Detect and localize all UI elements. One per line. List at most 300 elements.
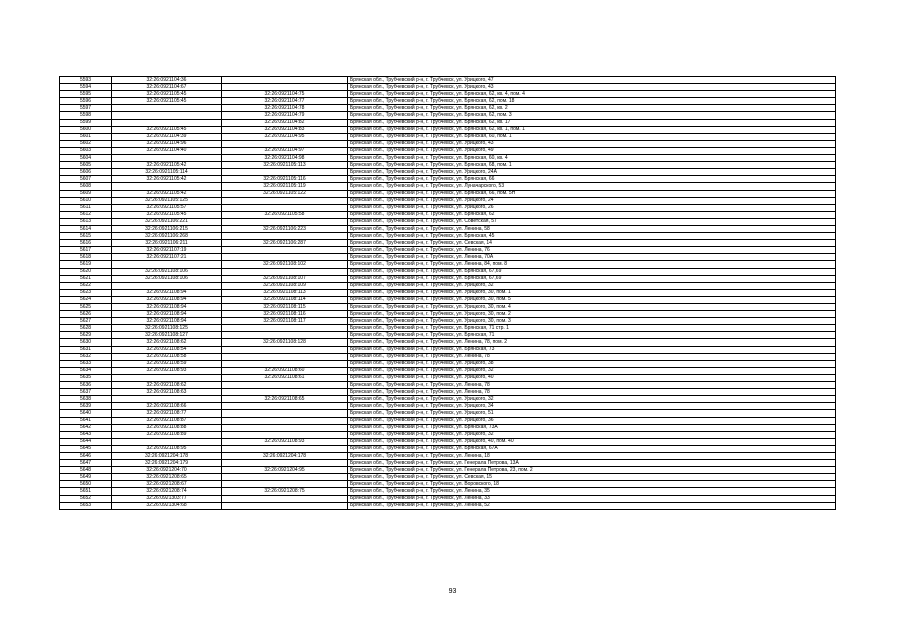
object-number-cell: 32:26:0921108:65 [222, 396, 348, 403]
object-number-cell: 32:26:0921104:79 [222, 112, 348, 119]
parcel-number-cell: 32:26:0921108:63 [112, 389, 222, 396]
object-number-cell [222, 233, 348, 240]
parcel-number-cell: 32:26:0921105:125 [112, 197, 222, 204]
parcel-number-cell: 32:26:0921105:45 [112, 211, 222, 218]
address-cell: Брянская обл., Трубчевский р-н, г. Трубчевск, ул. Урицкого, 32 [348, 367, 836, 374]
parcel-number-cell [112, 261, 222, 268]
parcel-number-cell: 32:26:0921108:125 [112, 325, 222, 332]
table-row [60, 311, 836, 318]
row-number-cell: 5651 [60, 488, 112, 495]
object-number-cell [222, 346, 348, 353]
address-cell: Брянская обл., Трубчевский р-н, г. Трубчевск, ул. Ленина, 18 [348, 452, 836, 459]
table-row [60, 133, 836, 140]
table-row [60, 339, 836, 346]
table-row [60, 105, 836, 112]
parcel-number-cell: 32:26:0921104:36 [112, 77, 222, 84]
row-number-cell: 5627 [60, 318, 112, 325]
object-number-cell: 32:26:0921108:60 [222, 367, 348, 374]
row-number-cell: 5624 [60, 296, 112, 303]
row-number-cell: 5647 [60, 460, 112, 467]
address-cell: Брянская обл., Трубчевский р-н, г. Трубчевск, ул. Советская, 57 [348, 218, 836, 225]
parcel-number-cell: 32:26:0921108:58 [112, 353, 222, 360]
object-number-cell: 32:26:0921108:61 [222, 374, 348, 381]
parcel-number-cell: 32:26:0921108:93 [112, 367, 222, 374]
parcel-number-cell [112, 183, 222, 190]
row-number-cell: 5622 [60, 282, 112, 289]
table-row [60, 467, 836, 474]
parcel-number-cell: 32:26:0921108:94 [112, 318, 222, 325]
object-number-cell [222, 431, 348, 438]
address-cell: Брянская обл., Трубчевский р-н, г. Трубчевск, ул. Урицкого, 32 [348, 431, 836, 438]
parcel-number-cell: 32:26:0921204:179 [112, 460, 222, 467]
address-cell: Брянская обл., Трубчевский р-н, г. Трубчевск, ул. Брянская, 68, пом. 1 [348, 162, 836, 169]
object-number-cell: 32:26:0921108:116 [222, 311, 348, 318]
address-cell: Брянская обл., Трубчевский р-н, г. Трубчевск, ул. Ленина, 52 [348, 502, 836, 509]
row-number-cell: 5653 [60, 502, 112, 509]
parcel-number-cell: 32:26:0921104:40 [112, 147, 222, 154]
table-row [60, 410, 836, 417]
row-number-cell: 5652 [60, 495, 112, 502]
address-cell: Брянская обл., Трубчевский р-н, г. Трубчевск, ул. Брянская, 60, кв. 4 [348, 155, 836, 162]
table-row [60, 289, 836, 296]
parcel-number-cell: 32:26:0921108:66 [112, 403, 222, 410]
address-cell: Брянская обл., Трубчевский р-н, г. Трубчевск, ул. Урицкого, 43 [348, 140, 836, 147]
object-number-cell: 32:26:0921108:117 [222, 318, 348, 325]
row-number-cell: 5611 [60, 204, 112, 211]
parcel-number-cell: 32:26:0921108:94 [112, 296, 222, 303]
table-row [60, 275, 836, 282]
row-number-cell: 5606 [60, 169, 112, 176]
cadastral-table-body [60, 77, 836, 510]
table-row [60, 247, 836, 254]
address-cell: Брянская обл., Трубчевский р-н, г. Трубчевск, ул. Севская, 15 [348, 474, 836, 481]
parcel-number-cell: 32:26:0921108:77 [112, 410, 222, 417]
parcel-number-cell: 32:26:0921108:95 [112, 445, 222, 452]
row-number-cell: 5594 [60, 84, 112, 91]
row-number-cell: 5633 [60, 360, 112, 367]
row-number-cell: 5616 [60, 240, 112, 247]
address-cell: Брянская обл., Трубчевский р-н, г. Трубчевск, ул. Брянская, 62, кв. 17 [348, 119, 836, 126]
object-number-cell [222, 254, 348, 261]
row-number-cell: 5635 [60, 374, 112, 381]
row-number-cell: 5605 [60, 162, 112, 169]
address-cell: Брянская обл., Трубчевский р-н, г. Трубчевск, ул. Урицкого, 47 [348, 77, 836, 84]
address-cell: Брянская обл., Трубчевский р-н, г. Трубчевск, ул. Ленина, 78 [348, 389, 836, 396]
parcel-number-cell: 32:26:0921108:62 [112, 339, 222, 346]
address-cell: Брянская обл., Трубчевский р-н, г. Трубчевск, ул. Урицкого, 38 [348, 360, 836, 367]
object-number-cell [222, 445, 348, 452]
table-row [60, 474, 836, 481]
address-cell: Брянская обл., Трубчевский р-н, г. Трубчевск, ул. Урицкого, 34 [348, 403, 836, 410]
parcel-number-cell: 32:26:0921108:94 [112, 304, 222, 311]
parcel-number-cell: 32:26:0921107:21 [112, 254, 222, 261]
object-number-cell: 32:26:0921104:78 [222, 105, 348, 112]
table-row [60, 169, 836, 176]
row-number-cell: 5649 [60, 474, 112, 481]
object-number-cell [222, 417, 348, 424]
address-cell: Брянская обл., Трубчевский р-н, г. Трубчевск, ул. Брянская, 67,69 [348, 268, 836, 275]
address-cell: Брянская обл., Трубчевский р-н, г. Трубчевск, ул. Севская, 14 [348, 240, 836, 247]
row-number-cell: 5612 [60, 211, 112, 218]
address-cell: Брянская обл., Трубчевский р-н, г. Трубчевск, ул. Брянская, 66 [348, 176, 836, 183]
table-row [60, 452, 836, 459]
object-number-cell: 32:26:0921108:93 [222, 438, 348, 445]
parcel-number-cell [112, 396, 222, 403]
object-number-cell [222, 204, 348, 211]
table-row [60, 304, 836, 311]
table-row [60, 374, 836, 381]
address-cell: Брянская обл., Трубчевский р-н, г. Трубчевск, ул. Урицкого, 24 [348, 197, 836, 204]
address-cell: Брянская обл., Трубчевский р-н, г. Трубчевск, ул. Урицкого, 30, пом. 2 [348, 311, 836, 318]
row-number-cell: 5640 [60, 410, 112, 417]
address-cell: Брянская обл., Трубчевский р-н, г. Трубчевск, ул. Урицкого, 30, пом. 1 [348, 289, 836, 296]
table-row [60, 382, 836, 389]
object-number-cell: 32:26:0921104:98 [222, 155, 348, 162]
object-number-cell: 32:26:0921106:287 [222, 240, 348, 247]
row-number-cell: 5631 [60, 346, 112, 353]
address-cell: Брянская обл., Трубчевский р-н, г. Трубчевск, ул. Брянская, 62 [348, 211, 836, 218]
row-number-cell: 5597 [60, 105, 112, 112]
table-row [60, 176, 836, 183]
address-cell: Брянская обл., Трубчевский р-н, г. Трубчевск, ул. Генерала Петрова, 23, пом. 2 [348, 467, 836, 474]
parcel-number-cell: 32:26:0921104:67 [112, 84, 222, 91]
parcel-number-cell: 32:26:0921104:39 [112, 133, 222, 140]
object-number-cell: 32:26:0921106:223 [222, 225, 348, 232]
address-cell: Брянская обл., Трубчевский р-н, г. Трубчевск, ул. Ленина, 33 [348, 495, 836, 502]
object-number-cell: 32:26:0921104:83 [222, 126, 348, 133]
parcel-number-cell: 32:26:0921108:127 [112, 332, 222, 339]
address-cell: Брянская обл., Трубчевский р-н, г. Трубчевск, ул. Урицкого, 43 [348, 84, 836, 91]
table-row [60, 155, 836, 162]
address-cell: Брянская обл., Трубчевский р-н, г. Трубчевск, ул. Ленина, 78, пом. 2 [348, 339, 836, 346]
parcel-number-cell: 32:26:0921105:45 [112, 126, 222, 133]
table-row [60, 396, 836, 403]
parcel-number-cell [112, 155, 222, 162]
address-cell: Брянская обл., Трубчевский р-н, г. Трубчевск, ул. Брянская, 66, пом. 5Н [348, 190, 836, 197]
parcel-number-cell: 32:26:0921108:106 [112, 268, 222, 275]
object-number-cell: 32:26:0921208:75 [222, 488, 348, 495]
object-number-cell: 32:26:0921105:122 [222, 190, 348, 197]
table-row [60, 162, 836, 169]
table-row [60, 431, 836, 438]
table-row [60, 417, 836, 424]
table-row [60, 268, 836, 275]
object-number-cell [222, 169, 348, 176]
row-number-cell: 5595 [60, 91, 112, 98]
address-cell: Брянская обл., Трубчевский р-н, г. Трубчевск, ул. Брянская, 73 [348, 346, 836, 353]
object-number-cell: 32:26:0921104:95 [222, 133, 348, 140]
parcel-number-cell [112, 112, 222, 119]
table-row [60, 495, 836, 502]
table-row [60, 296, 836, 303]
address-cell: Брянская обл., Трубчевский р-н, г. Трубчевск, ул. Брянская, 62, кв. 1, пом. 1 [348, 126, 836, 133]
address-cell: Брянская обл., Трубчевский р-н, г. Трубчевск, ул. Урицкого, 30, пом. 5 [348, 296, 836, 303]
table-row [60, 403, 836, 410]
object-number-cell: 32:26:0921108:107 [222, 275, 348, 282]
row-number-cell: 5602 [60, 140, 112, 147]
address-cell: Брянская обл., Трубчевский р-н, г. Трубчевск, ул. Брянская, 62, пом. 3 [348, 112, 836, 119]
row-number-cell: 5630 [60, 339, 112, 346]
address-cell: Брянская обл., Трубчевский р-н, г. Трубчевск, ул. Брянская, 62, кв. 4, пом. 4 [348, 91, 836, 98]
object-number-cell [222, 140, 348, 147]
row-number-cell: 5632 [60, 353, 112, 360]
address-cell: Брянская обл., Трубчевский р-н, г. Трубчевск, ул. Урицкого, 36 [348, 417, 836, 424]
object-number-cell [222, 460, 348, 467]
object-number-cell: 32:26:0921105:113 [222, 162, 348, 169]
table-row [60, 481, 836, 488]
table-row [60, 91, 836, 98]
cadastral-table [59, 76, 836, 510]
parcel-number-cell [112, 119, 222, 126]
parcel-number-cell: 32:26:0921105:42 [112, 190, 222, 197]
row-number-cell: 5619 [60, 261, 112, 268]
parcel-number-cell: 32:26:0921105:42 [112, 162, 222, 169]
table-row [60, 325, 836, 332]
object-number-cell: 32:26:0921108:109 [222, 282, 348, 289]
address-cell: Брянская обл., Трубчевский р-н, г. Трубчевск, ул. Брянская, 62, кв. 2 [348, 105, 836, 112]
row-number-cell: 5608 [60, 183, 112, 190]
parcel-number-cell: 32:26:0921108:87 [112, 417, 222, 424]
object-number-cell: 32:26:0921104:82 [222, 119, 348, 126]
parcel-number-cell: 32:26:0921303:77 [112, 495, 222, 502]
row-number-cell: 5620 [60, 268, 112, 275]
table-row [60, 438, 836, 445]
table-row [60, 460, 836, 467]
table-row [60, 77, 836, 84]
address-cell: Брянская обл., Трубчевский р-н, г. Трубчевск, ул. Брянская, 67А [348, 445, 836, 452]
row-number-cell: 5604 [60, 155, 112, 162]
row-number-cell: 5617 [60, 247, 112, 254]
row-number-cell: 5637 [60, 389, 112, 396]
object-number-cell: 32:26:0921108:128 [222, 339, 348, 346]
row-number-cell: 5607 [60, 176, 112, 183]
parcel-number-cell: 32:26:0921204:70 [112, 467, 222, 474]
object-number-cell: 32:26:0921104:75 [222, 91, 348, 98]
object-number-cell [222, 389, 348, 396]
parcel-number-cell: 32:26:0921106:221 [112, 218, 222, 225]
parcel-number-cell: 32:26:0921108:62 [112, 382, 222, 389]
table-row [60, 240, 836, 247]
parcel-number-cell [112, 282, 222, 289]
table-row [60, 367, 836, 374]
row-number-cell: 5613 [60, 218, 112, 225]
address-cell: Брянская обл., Трубчевский р-н, г. Трубчевск, ул. Ленина, 58 [348, 225, 836, 232]
object-number-cell: 32:26:0921105:58 [222, 211, 348, 218]
table-row [60, 389, 836, 396]
object-number-cell [222, 403, 348, 410]
table-row [60, 318, 836, 325]
object-number-cell [222, 495, 348, 502]
table-row [60, 424, 836, 431]
table-row [60, 112, 836, 119]
row-number-cell: 5641 [60, 417, 112, 424]
parcel-number-cell: 32:26:0921105:42 [112, 176, 222, 183]
address-cell: Брянская обл., Трубчевский р-н, г. Трубчевск, ул. Урицкого, 32 [348, 282, 836, 289]
address-cell: Брянская обл., Трубчевский р-н, г. Трубчевск, ул. Луначарского, 53 [348, 183, 836, 190]
table-row [60, 488, 836, 495]
address-cell: Брянская обл., Трубчевский р-н, г. Трубчевск, ул. Ленина, 70А [348, 254, 836, 261]
address-cell: Брянская обл., Трубчевский р-н, г. Трубчевск, ул. Ленина, 84, пом. 8 [348, 261, 836, 268]
row-number-cell: 5615 [60, 233, 112, 240]
address-cell: Брянская обл., Трубчевский р-н, г. Трубчевск, ул. Брянская, 60, пом. 1 [348, 133, 836, 140]
object-number-cell: 32:26:0921204:178 [222, 452, 348, 459]
parcel-number-cell: 32:26:0921108:88 [112, 424, 222, 431]
object-number-cell [222, 247, 348, 254]
address-cell: Брянская обл., Трубчевский р-н, г. Трубчевск, ул. Ленина, 76 [348, 247, 836, 254]
address-cell: Брянская обл., Трубчевский р-н, г. Трубчевск, ул. Ленина, 78 [348, 353, 836, 360]
parcel-number-cell: 32:26:0921106:268 [112, 233, 222, 240]
row-number-cell: 5638 [60, 396, 112, 403]
object-number-cell: 32:26:0921104:77 [222, 98, 348, 105]
table-row [60, 233, 836, 240]
parcel-number-cell: 32:26:0921105:114 [112, 169, 222, 176]
object-number-cell [222, 410, 348, 417]
row-number-cell: 5623 [60, 289, 112, 296]
address-cell: Брянская обл., Трубчевский р-н, г. Трубчевск, ул. Урицкого, 40 [348, 374, 836, 381]
object-number-cell [222, 481, 348, 488]
row-number-cell: 5646 [60, 452, 112, 459]
address-cell: Брянская обл., Трубчевский р-н, г. Трубчевск, ул. Брянская, 67,69 [348, 275, 836, 282]
row-number-cell: 5645 [60, 445, 112, 452]
object-number-cell: 32:26:0921108:114 [222, 296, 348, 303]
object-number-cell [222, 77, 348, 84]
object-number-cell [222, 353, 348, 360]
row-number-cell: 5625 [60, 304, 112, 311]
table-row [60, 190, 836, 197]
address-cell: Брянская обл., Трубчевский р-н, г. Трубчевск, ул. Урицкого, 26 [348, 204, 836, 211]
address-cell: Брянская обл., Трубчевский р-н, г. Трубчевск, ул. Брянская, 71 стр. 1 [348, 325, 836, 332]
row-number-cell: 5609 [60, 190, 112, 197]
page-number: 93 [448, 588, 457, 595]
parcel-number-cell: 32:26:0921108:54 [112, 346, 222, 353]
object-number-cell [222, 84, 348, 91]
parcel-number-cell: 32:26:0921108:89 [112, 431, 222, 438]
table-row [60, 84, 836, 91]
row-number-cell: 5618 [60, 254, 112, 261]
table-row [60, 502, 836, 509]
row-number-cell: 5603 [60, 147, 112, 154]
parcel-number-cell [112, 105, 222, 112]
address-cell: Брянская обл., Трубчевский р-н, г. Трубчевск, ул. Урицкого, 40, пом. 40 [348, 438, 836, 445]
row-number-cell: 5629 [60, 332, 112, 339]
table-row [60, 98, 836, 105]
row-number-cell: 5650 [60, 481, 112, 488]
table-row [60, 147, 836, 154]
parcel-number-cell [112, 374, 222, 381]
address-cell: Брянская обл., Трубчевский р-н, г. Трубчевск, ул. Урицкого, 51 [348, 410, 836, 417]
address-cell: Брянская обл., Трубчевский р-н, г. Трубчевск, ул. Урицкого, 30, пом. 3 [348, 318, 836, 325]
row-number-cell: 5596 [60, 98, 112, 105]
parcel-number-cell: 32:26:0921108:106 [112, 275, 222, 282]
table-row [60, 183, 836, 190]
parcel-number-cell: 32:26:0921106:211 [112, 240, 222, 247]
row-number-cell: 5639 [60, 403, 112, 410]
table-row [60, 225, 836, 232]
row-number-cell: 5600 [60, 126, 112, 133]
object-number-cell: 32:26:0921105:119 [222, 183, 348, 190]
object-number-cell [222, 424, 348, 431]
object-number-cell [222, 360, 348, 367]
table-row [60, 261, 836, 268]
table-row [60, 360, 836, 367]
row-number-cell: 5601 [60, 133, 112, 140]
address-cell: Брянская обл., Трубчевский р-н, г. Трубчевск, ул. Урицкого, 30, пом. 4 [348, 304, 836, 311]
row-number-cell: 5634 [60, 367, 112, 374]
object-number-cell: 32:26:0921108:115 [222, 304, 348, 311]
parcel-number-cell: 32:26:0921208:74 [112, 488, 222, 495]
table-row [60, 346, 836, 353]
parcel-number-cell: 32:26:0921208:67 [112, 481, 222, 488]
row-number-cell: 5644 [60, 438, 112, 445]
parcel-number-cell: 32:26:0921104:96 [112, 140, 222, 147]
table-row [60, 211, 836, 218]
object-number-cell [222, 502, 348, 509]
parcel-number-cell: 32:26:0921105:45 [112, 98, 222, 105]
parcel-number-cell: 32:26:0921108:59 [112, 360, 222, 367]
table-row [60, 218, 836, 225]
parcel-number-cell: 32:26:0921108:94 [112, 311, 222, 318]
row-number-cell: 5642 [60, 424, 112, 431]
row-number-cell: 5648 [60, 467, 112, 474]
parcel-number-cell: 32:26:0921105:57 [112, 204, 222, 211]
parcel-number-cell [112, 438, 222, 445]
table-row [60, 126, 836, 133]
table-row [60, 254, 836, 261]
row-number-cell: 5621 [60, 275, 112, 282]
address-cell: Брянская обл., Трубчевский р-н, г. Трубчевск, ул. Урицкого, 24А [348, 169, 836, 176]
parcel-number-cell: 32:26:0921108:94 [112, 289, 222, 296]
object-number-cell: 32:26:0921105:116 [222, 176, 348, 183]
address-cell: Брянская обл., Трубчевский р-н, г. Трубчевск, ул. Урицкого, 32 [348, 396, 836, 403]
address-cell: Брянская обл., Трубчевский р-н, г. Трубчевск, ул. Ленина, 78 [348, 382, 836, 389]
object-number-cell [222, 197, 348, 204]
parcel-number-cell: 32:26:0921208:65 [112, 474, 222, 481]
object-number-cell [222, 382, 348, 389]
table-row [60, 445, 836, 452]
parcel-number-cell: 32:26:0921105:45 [112, 91, 222, 98]
object-number-cell [222, 218, 348, 225]
row-number-cell: 5598 [60, 112, 112, 119]
address-cell: Брянская обл., Трубчевский р-н, г. Трубчевск, ул. Генерала Петрова, 13А [348, 460, 836, 467]
object-number-cell: 32:26:0921104:97 [222, 147, 348, 154]
address-cell: Брянская обл., Трубчевский р-н, г. Трубчевск, ул. Брянская, 45 [348, 233, 836, 240]
address-cell: Брянская обл., Трубчевский р-н, г. Трубчевск, ул. Брянская, 71 [348, 332, 836, 339]
row-number-cell: 5593 [60, 77, 112, 84]
parcel-number-cell: 32:26:0921106:215 [112, 225, 222, 232]
object-number-cell: 32:26:0921204:95 [222, 467, 348, 474]
row-number-cell: 5636 [60, 382, 112, 389]
table-row [60, 353, 836, 360]
table-row [60, 282, 836, 289]
object-number-cell [222, 268, 348, 275]
parcel-number-cell: 32:26:0921304:68 [112, 502, 222, 509]
table-row [60, 119, 836, 126]
row-number-cell: 5614 [60, 225, 112, 232]
parcel-number-cell: 32:26:0921204:178 [112, 452, 222, 459]
table-row [60, 204, 836, 211]
object-number-cell [222, 325, 348, 332]
row-number-cell: 5626 [60, 311, 112, 318]
parcel-number-cell: 32:26:0921107:19 [112, 247, 222, 254]
address-cell: Брянская обл., Трубчевский р-н, г. Трубчевск, ул. Ленина, 35 [348, 488, 836, 495]
object-number-cell [222, 332, 348, 339]
row-number-cell: 5610 [60, 197, 112, 204]
address-cell: Брянская обл., Трубчевский р-н, г. Трубчевск, ул. Воровского, 18 [348, 481, 836, 488]
object-number-cell: 32:26:0921108:113 [222, 289, 348, 296]
address-cell: Брянская обл., Трубчевский р-н, г. Трубчевск, ул. Брянская, 73А [348, 424, 836, 431]
object-number-cell: 32:26:0921108:102 [222, 261, 348, 268]
row-number-cell: 5643 [60, 431, 112, 438]
